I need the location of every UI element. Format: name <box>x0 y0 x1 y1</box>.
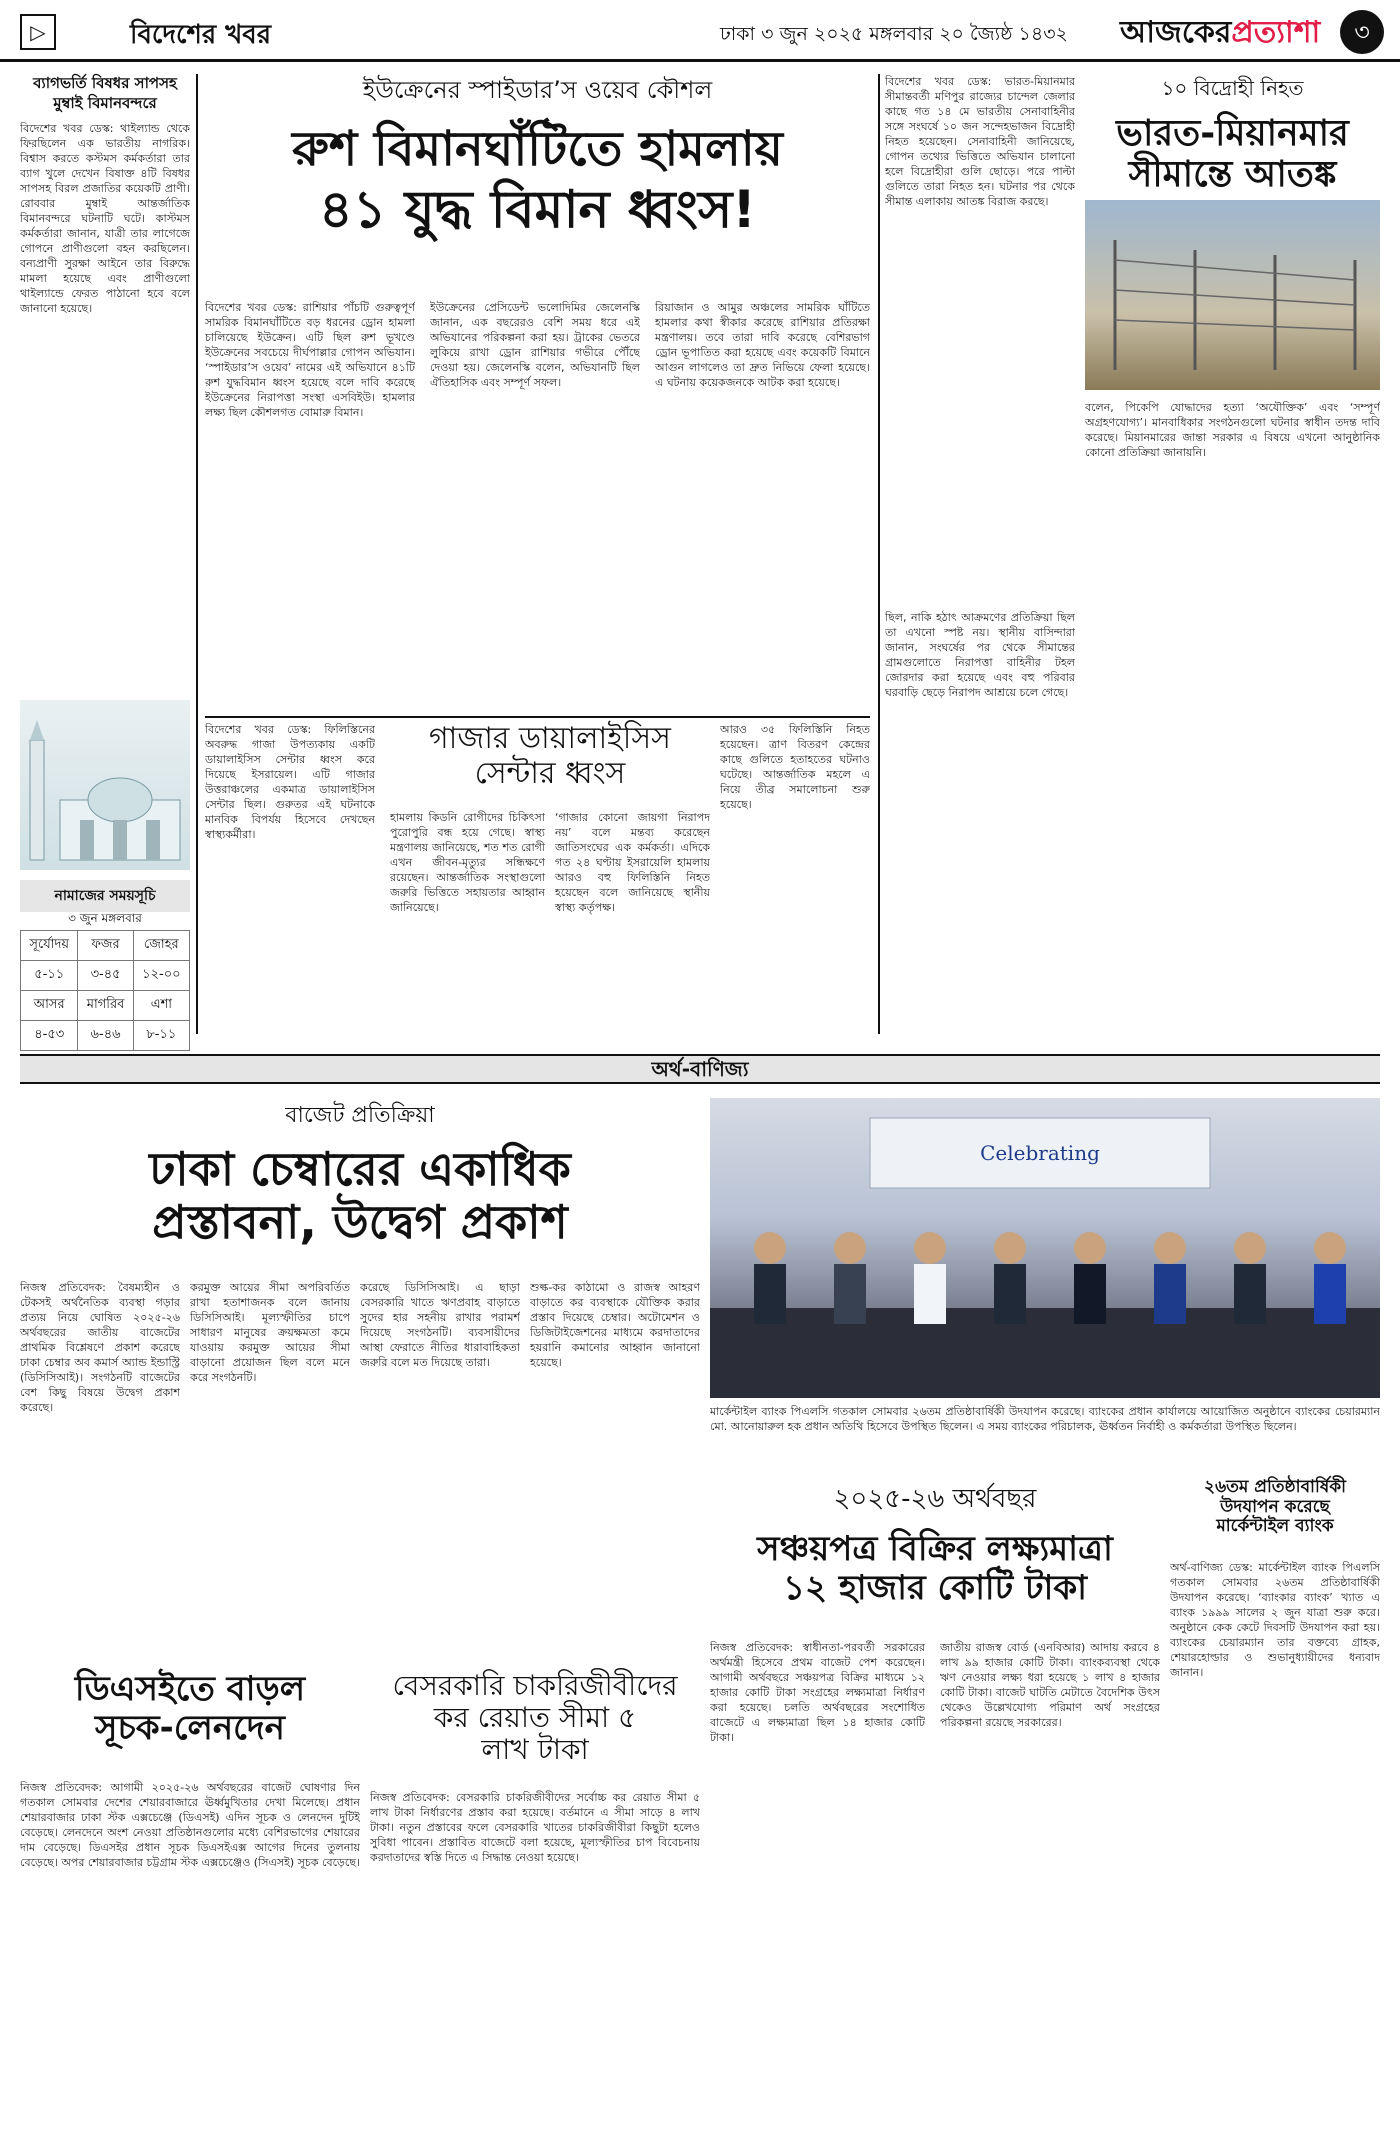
mercantile-story <box>1170 1478 1380 1537</box>
prayer-cell: মাগরিব <box>78 991 133 1021</box>
prayer-cell: ৩-৪৫ <box>78 961 133 991</box>
myanmar-col-right: বলেন, পিকেপি যোদ্ধাদের হত্যা ‘অযৌক্তিক’ এবং ‘সম্পূর্ণ অগ্রহণযোগ্য’। মানবাধিকার সংগঠনগুলো ঘটনার স্বাধীন তদন্ত দাবি করেছে। মিয়ানমারের জান্তা সরকার এ বিষয়ে এখনো আনুষ্ঠানিক কোনো প্রতিক্রিয়া জানায়নি। <box>1085 401 1380 459</box>
gaza-headline: গাজার ডায়ালাইসিস সেন্টার ধ্বংস <box>429 721 671 791</box>
ukraine-headline-2: ৪১ যুদ্ধ বিমান ধ্বংস! <box>318 180 757 241</box>
prayer-cell: জোহর <box>133 931 189 961</box>
sanchay-headline-2: ১২ হাজার কোটি টাকা <box>782 1568 1088 1609</box>
prayer-cell: আসর <box>21 991 78 1021</box>
prayer-cell: সূর্যোদয় <box>21 931 78 961</box>
mercantile-headline-3: মার্কেন্টাইল ব্যাংক <box>1216 1516 1334 1537</box>
budget-col-2: করমুক্ত আয়ের সীমা অপরিবর্তিত রাখা হতাশাজনক বলে জানায় ডিসিসিআই। মূল্যস্ফীতির চাপে সাধারণ মানুষের ক্রয়ক্ষমতা কমে যাওয়ায় করমুক্ত আয়ের সীমা বাড়ানো প্রয়োজন ছিল বলে মনে করে সংগঠনটি। <box>190 1281 350 1384</box>
dse-headline-2: সূচক-লেনদেন <box>95 1708 285 1749</box>
meeting-photo <box>710 1098 1380 1398</box>
dateline: ঢাকা ৩ জুন ২০২৫ মঙ্গলবার ২০ জ্যৈষ্ঠ ১৪৩২ <box>720 23 1068 45</box>
myanmar-col-mid: ছিল, নাকি হঠাৎ আক্রমণের প্রতিক্রিয়া ছিল তা এখনো স্পষ্ট নয়। স্থানীয় বাসিন্দারা জানান, সংঘর্ষের পর থেকে সীমান্তের গ্রামগুলোতে নিরাপত্তা বাহিনীর টহল জোরদার করা হয়েছে এবং বহু পরিবার ঘরবাড়ি ছেড়ে নিরাপদ আশ্রয়ে চলে গেছে। <box>885 611 1075 699</box>
myanmar-col-left: বিদেশের খবর ডেস্ক: ভারত-মিয়ানমার সীমান্তবর্তী মণিপুর রাজ্যের চান্দেল জেলার কাছে গত ১৪ মে ভারতীয় সেনাবাহিনীর সঙ্গে সংঘর্ষে ১০ জন সন্দেহভাজন বিদ্রোহী নিহত হয়েছেন। সেনাবাহিনী জানিয়েছে, গোপন তথ্যের ভিত্তিতে অভিযান চালানো হলে বিদ্রোহীরা গুলি ছোড়ে। পরে পাল্টা গুলিতে তারা নিহত হন। ঘটনার পর থেকে সীমান্ত এলাকায় আতঙ্ক বিরাজ করছে। <box>885 75 1075 208</box>
page-number: ৩ <box>1340 10 1384 54</box>
mercantile-headline-2: উদযাপন করেছে <box>1220 1496 1330 1517</box>
border-fence-photo <box>1085 200 1380 390</box>
nav-arrow-icon[interactable]: ▷ <box>20 14 56 50</box>
prayer-cell: ৬-৪৬ <box>78 1021 133 1051</box>
sanchay-story <box>710 1478 1160 1608</box>
dse-body: নিজস্ব প্রতিবেদক: আগামী ২০২৫-২৬ অর্থবছরের বাজেট ঘোষণার দিন গতকাল সোমবার দেশের শেয়ারবাজারে ঊর্ধ্বমুখিতার দেখা মিলেছে। প্রধান শেয়ারবাজার ঢাকা স্টক এক্সচেঞ্জে (ডিএসই) এদিন সূচক ও লেনদেন দুটিই বেড়েছে। লেনদেনে অংশ নেওয়া প্রতিষ্ঠানগুলোর মধ্যে বেশিরভাগের শেয়ারের দাম বেড়েছে। ডিএসইর প্রধান সূচক ডিএসইএক্স আগের দিনের তুলনায় বেড়েছে। অপর শেয়ারবাজার চট্টগ্রাম স্টক এক্সচেঞ্জেও (সিএসই) সূচক বেড়েছে। <box>20 1781 360 1869</box>
ukraine-headline-1: রুশ বিমানঘাঁটিতে হামলায় <box>292 121 783 177</box>
tax-headline-2: কর রেয়াত সীমা ৫ <box>433 1701 637 1735</box>
ukraine-col-1: বিদেশের খবর ডেস্ক: রাশিয়ার পাঁচটি গুরুত্বপূর্ণ সামরিক বিমানঘাঁটিতে বড় ধরনের ড্রোন হামলা চালিয়েছে ইউক্রেন। এটি ছিল রুশ ভূখণ্ডে ইউক্রেনের সবচেয়ে দীর্ঘপাল্লার গোপন অভিযান। ‘স্পাইডার’স ওয়েব’ নামের এই অভিযানে ৪১টি রুশ যুদ্ধবিমান ধ্বংস হয়েছে বলে দাবি করেছে ইউক্রেনের নিরাপত্তা সংস্থা এসবিইউ। হামলার লক্ষ্য ছিল কৌশলগত বোমারু বিমান। <box>205 301 415 419</box>
prayer-cell: ১২-০০ <box>133 961 189 991</box>
left-story-body: বিদেশের খবর ডেস্ক: থাইল্যান্ড থেকে ফিরছিলেন এক ভারতীয় নাগরিক। বিশ্বাস করতে কস্টমস কর্মকর্তারা তার ব্যাগ খুলে দেখেন বিষাক্ত ৪টি বিষধর সাপসহ বিরল প্রজাতির কয়েকটি প্রাণী। রোববার মুম্বাই আন্তর্জাতিক বিমানবন্দরে ঘটনাটি ঘটে। কাস্টমস কর্মকর্তারা জানান, যাত্রী তার লাগেজে গোপনে প্রাণীগুলো বহন করছিলেন। বন্যপ্রাণী সুরক্ষা আইনে তার বিরুদ্ধে মামলা হয়েছে এবং প্রাণীগুলো থাইল্যান্ডে ফেরত পাঠানো হবে বলে জানানো হয়েছে। <box>20 122 190 315</box>
ukraine-story <box>205 72 870 241</box>
budget-story <box>20 1098 700 1249</box>
mosque-image <box>20 700 190 870</box>
section-title: বিদেশের খবর <box>130 20 272 50</box>
dse-story <box>20 1670 360 1748</box>
masthead-logo <box>1120 8 1320 59</box>
column-rule <box>196 74 198 1034</box>
economy-section-band: অর্থ-বাণিজ্য <box>20 1054 1380 1084</box>
mosque-illustration <box>20 700 190 870</box>
budget-col-3: করেছে ডিসিসিআই। এ ছাড়া বেসরকারি খাতে ঋণপ্রবাহ বাড়াতে সুদের হার সহনীয় রাখার পরামর্শ দিয়েছে সংগঠনটি। ব্যবসায়ীদের আস্থা ফেরাতে নীতির ধারাবাহিকতা জরুরি বলে মত দিয়েছে তারা। <box>360 1281 520 1369</box>
prayer-cell: ৮-১১ <box>133 1021 189 1051</box>
gaza-col-3: ‘গাজার কোনো জায়গা নিরাপদ নয়’ বলে মন্তব্য করেছেন জাতিসংঘের এক কর্মকর্তা। এদিকে গত ২৪ ঘণ্টায় ইসরায়েলি হামলায় আরও বহু ফিলিস্তিনি নিহত হয়েছেন বলে জানিয়েছে স্থানীয় স্বাস্থ্য কর্তৃপক্ষ। <box>555 811 710 914</box>
gaza-col-2: হামলায় কিডনি রোগীদের চিকিৎসা পুরোপুরি বন্ধ হয়ে গেছে। স্বাস্থ্য মন্ত্রণালয় জানিয়েছে, শত শত রোগী এখন জীবন-মৃত্যুর সন্ধিক্ষণে রয়েছেন। আন্তর্জাতিক সংস্থাগুলো জরুরি ভিত্তিতে সহায়তার আহ্বান জানিয়েছে। <box>390 811 545 914</box>
sanchay-kicker: ২০২৫-২৬ অর্থবছর <box>833 1484 1037 1514</box>
sanchay-col-2: জাতীয় রাজস্ব বোর্ড (এনবিআর) আদায় করবে ৪ লাখ ৯৯ হাজার কোটি টাকা। ব্যাংকব্যবস্থা থেকে ঋণ নেওয়ার লক্ষ্য ধরা হয়েছে ১ লাখ ৪ হাজার কোটি টাকা। বাজেট ঘাটতি মেটাতে বৈদেশিক উৎস থেকেও উল্লেখযোগ্য পরিমাণ অর্থ সংগ্রহের পরিকল্পনা রয়েছে সরকারের। <box>940 1641 1160 1729</box>
banner-text: Celebrating <box>980 1141 1100 1165</box>
tax-headline-1: বেসরকারি চাকরিজীবীদের <box>392 1669 678 1702</box>
story-rule <box>205 716 870 718</box>
prayer-cell: ফজর <box>78 931 133 961</box>
tax-story <box>370 1670 700 1767</box>
left-story <box>20 74 190 621</box>
budget-col-4: শুল্ক-কর কাঠামো ও রাজস্ব আহরণ বাড়াতে কর ব্যবস্থাকে যৌক্তিক করার প্রস্তাব দিয়েছে চেম্বার। অটোমেশন ও ডিজিটাইজেশনের মাধ্যমে করদাতাদের হয়রানি কমানোর আহ্বান জানানো হয়েছে। <box>530 1281 700 1369</box>
prayer-cell: ৪-৫৩ <box>21 1021 78 1051</box>
meeting-caption: মার্কেন্টাইল ব্যাংক পিএলসি গতকাল সোমবার ২৬তম প্রতিষ্ঠাবার্ষিকী উদযাপন করেছে। ব্যাংকের প্রধান কার্যালয়ে আয়োজিত অনুষ্ঠানে ব্যাংকের চেয়ারম্যান মো. আনোয়ারুল হক প্রধান অতিথি হিসেবে উপস্থিত ছিলেন। এ সময় ব্যাংকের পরিচালক, ঊর্ধ্বতন নির্বাহী ও কর্মকর্তারা উপস্থিত ছিলেন। <box>710 1405 1380 1433</box>
meeting-illustration <box>710 1098 1380 1398</box>
tax-body: নিজস্ব প্রতিবেদক: বেসরকারি চাকরিজীবীদের সর্বোচ্চ কর রেয়াত সীমা ৫ লাখ টাকা নির্ধারণের প্রস্তাব করা হয়েছে। বর্তমানে এ সীমা সাড়ে ৪ লাখ টাকা। নতুন প্রস্তাবের ফলে বেসরকারি খাতের চাকরিজীবীরা কিছুটা হলেও সুবিধা পাবেন। প্রস্তাবিত বাজেটে বলা হয়েছে, মূল্যস্ফীতির চাপ বিবেচনায় করদাতাদের স্বস্তি দিতে এ সিদ্ধান্ত নেওয়া হয়েছে। <box>370 1791 700 1864</box>
ukraine-kicker: ইউক্রেনের স্পাইডার’স ওয়েব কৌশল <box>362 76 713 104</box>
budget-col-1: নিজস্ব প্রতিবেদক: বৈষম্যহীন ও টেকসই অর্থনৈতিক ব্যবস্থা গড়ার প্রত্যয় নিয়ে ঘোষিত ২০২৫-২৬ অর্থবছরের জাতীয় বাজেটের প্রাথমিক বিশ্লেষণে প্রকাশ করেছে ঢাকা চেম্বার অব কমার্স অ্যান্ড ইন্ডাস্ট্রি (ডিসিসিআই)। সংগঠনটি বাজেটের বেশ কিছু বিষয়ে উদ্বেগ প্রকাশ করেছে। <box>20 1281 180 1414</box>
ukraine-col-3: রিয়াজান ও আমুর অঞ্চলের সামরিক ঘাঁটিতে হামলার কথা স্বীকার করেছে রাশিয়ার প্রতিরক্ষা মন্ত্রণালয়। তবে তারা দাবি করেছে বেশিরভাগ ড্রোন ভূপাতিত করা হয়েছে এবং কয়েকটি বিমানে আগুন লাগলেও তা দ্রুত নিভিয়ে ফেলা হয়েছে। এ ঘটনায় কয়েকজনকে আটক করা হয়েছে। <box>655 301 870 389</box>
logo-brand: প্রত্যাশা <box>1231 15 1321 50</box>
prayer-title: নামাজের সময়সূচি <box>20 880 190 912</box>
ukraine-col-2: ইউক্রেনের প্রেসিডেন্ট ভলোদিমির জেলেনস্কি জানান, এক বছরেরও বেশি সময় ধরে এই অভিযানের পরিকল্পনা করা হয়। ট্রাকের ভেতরে লুকিয়ে রাখা ড্রোন রাশিয়ার গভীরে পৌঁছে দেওয়া হয়। জেলেনস্কি বলেন, অভিযানটি ছিল ঐতিহাসিক এবং সম্পূর্ণ সফল। <box>430 301 640 389</box>
myanmar-kicker: ১০ বিদ্রোহী নিহত <box>1161 76 1304 100</box>
page-header <box>0 0 1400 62</box>
mercantile-headline-1: ২৬তম প্রতিষ্ঠাবার্ষিকী <box>1204 1477 1346 1497</box>
prayer-date: ৩ জুন মঙ্গলবার <box>68 911 142 925</box>
sanchay-headline-1: সঞ্চয়পত্র বিক্রির লক্ষ্যমাত্রা <box>757 1529 1113 1569</box>
prayer-cell: ৫-১১ <box>21 961 78 991</box>
logo-prefix: আজকের <box>1120 15 1232 50</box>
tax-headline-3: লাখ টাকা <box>481 1733 589 1767</box>
fence-illustration <box>1085 200 1380 390</box>
column-rule <box>878 74 880 1034</box>
dse-headline-1: ডিএসইতে বাড়ল <box>74 1669 306 1709</box>
budget-headline-2: প্রস্তাবনা, উদ্বেগ প্রকাশ <box>152 1194 568 1249</box>
myanmar-head <box>1085 74 1380 196</box>
budget-headline-1: ঢাকা চেম্বারের একাধিক <box>149 1142 571 1196</box>
gaza-col-1: বিদেশের খবর ডেস্ক: ফিলিস্তিনের অবরুদ্ধ গাজা উপত্যকায় একটি ডায়ালাইসিস সেন্টার ধ্বংস করে দিয়েছে ইসরায়েল। এটি গাজার উত্তরাঞ্চলের একমাত্র ডায়ালাইসিস সেন্টার ছিল। গুরুতর এই ঘটনাকে মানবিক বিপর্যয় হিসেবে দেখছেন স্বাস্থ্যকর্মীরা। <box>205 723 375 841</box>
mercantile-body: অর্থ-বাণিজ্য ডেস্ক: মার্কেন্টাইল ব্যাংক পিএলসি গতকাল সোমবার ২৬তম প্রতিষ্ঠাবার্ষিকী উদযাপন করেছে। ‘ব্যাংকার ব্যাংক’ খ্যাত এ ব্যাংক ১৯৯৯ সালের ২ জুন যাত্রা শুরু করে। অনুষ্ঠানে কেক কেটে দিবসটি উদযাপন করা হয়। ব্যাংকের চেয়ারম্যান তার বক্তব্যে গ্রাহক, শেয়ারহোল্ডার ও শুভানুধ্যায়ীদের ধন্যবাদ জানান। <box>1170 1561 1380 1679</box>
myanmar-headline-1: ভারত-মিয়ানমার <box>1116 113 1349 154</box>
left-story-headline: ব্যাগভর্তি বিষধর সাপসহ মুম্বাই বিমানবন্দরে <box>33 74 177 112</box>
prayer-cell: এশা <box>133 991 189 1021</box>
myanmar-headline-2: সীমান্তে আতঙ্ক <box>1128 154 1337 196</box>
gaza-col-4: আরও ৩৫ ফিলিস্তিনি নিহত হয়েছেন। ত্রাণ বিতরণ কেন্দ্রের কাছে গুলিতে হতাহতের ঘটনাও ঘটেছে। আন্তর্জাতিক মহলে এ নিয়ে তীব্র সমালোচনা শুরু হয়েছে। <box>720 723 870 811</box>
budget-kicker: বাজেট প্রতিক্রিয়া <box>285 1103 435 1128</box>
prayer-table <box>20 930 190 1051</box>
sanchay-col-1: নিজস্ব প্রতিবেদক: স্বাধীনতা-পরবর্তী সরকারের অর্থমন্ত্রী হিসেবে প্রথম বাজেট পেশ করেছেন। আগামী অর্থবছরে সঞ্চয়পত্র বিক্রির মাধ্যমে ১২ হাজার কোটি টাকা সংগ্রহের লক্ষ্যমাত্রা নির্ধারণ করা হয়েছে। চলতি অর্থবছরের সংশোধিত বাজেটে এ লক্ষ্যমাত্রা ছিল ১৪ হাজার কোটি টাকা। <box>710 1641 925 1744</box>
